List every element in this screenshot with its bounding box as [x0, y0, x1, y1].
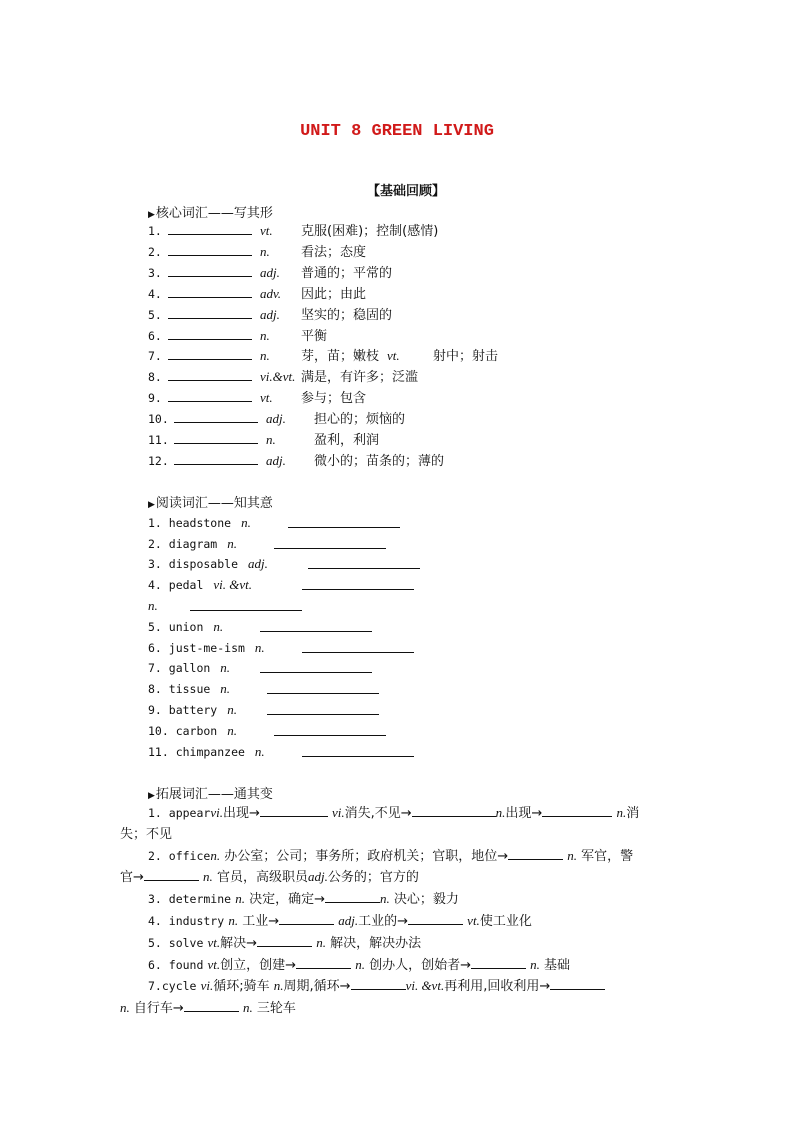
exp-line-7: 7.cycle vi.循环;骑车 n.周期,循环→ vi. &vt.再利用,回收利用→	[120, 976, 676, 998]
answer-blank[interactable]	[260, 804, 328, 817]
answer-blank[interactable]	[168, 389, 252, 402]
exp-line-4: 4. industry n. 工业→ adj.工业的→ vt.使工业化	[148, 912, 532, 929]
answer-blank[interactable]	[168, 222, 252, 235]
word-label: 4. pedal	[148, 578, 204, 592]
item-number: 9.	[148, 391, 162, 405]
answer-blank[interactable]	[308, 556, 420, 569]
item-number: 12.	[148, 454, 169, 468]
expansion-vocab-block	[120, 803, 676, 1020]
answer-blank[interactable]	[168, 243, 252, 256]
answer-blank[interactable]	[542, 804, 612, 817]
core-vocab-item	[148, 306, 392, 325]
answer-blank[interactable]	[267, 702, 379, 715]
core-vocab-item	[148, 431, 379, 450]
reading-vocab-item	[148, 597, 158, 615]
item-number: 5.	[148, 308, 162, 322]
answer-blank[interactable]	[302, 577, 414, 590]
section-subtitle: 【基础回顾】	[367, 184, 446, 199]
part-of-speech: adj.	[266, 453, 286, 468]
section2-heading: ▶阅读词汇——知其意	[148, 496, 273, 511]
section1-heading: ▶核心词汇——写其形	[148, 206, 273, 221]
answer-blank[interactable]	[168, 327, 252, 340]
part-of-speech: n.	[220, 681, 231, 696]
item-number: 11.	[148, 433, 169, 447]
answer-blank[interactable]	[267, 681, 379, 694]
answer-blank[interactable]	[168, 306, 252, 319]
word-label: 5. union	[148, 620, 204, 634]
answer-blank[interactable]	[260, 660, 372, 673]
reading-vocab-item	[148, 743, 265, 761]
part-of-speech: n.	[266, 432, 276, 447]
item-number: 4.	[148, 287, 162, 301]
answer-blank[interactable]	[168, 347, 252, 360]
section3-heading: ▶拓展词汇——通其变	[148, 787, 273, 802]
part-of-speech: n.	[241, 515, 251, 530]
answer-blank[interactable]	[174, 410, 258, 423]
exp-line-2-cont: 官→ n. 官员，高级职员adj.公务的；官方的	[120, 869, 419, 886]
answer-blank[interactable]	[412, 804, 496, 817]
core-vocab-item	[148, 285, 366, 304]
word-label: 11. chimpanzee	[148, 745, 245, 759]
word-label: 3. disposable	[148, 557, 239, 571]
part-of-speech: n.	[227, 702, 237, 717]
answer-blank[interactable]	[508, 847, 563, 860]
meaning: 芽，苗；嫩枝	[301, 349, 380, 364]
item-number: 7.	[148, 349, 162, 363]
answer-blank[interactable]	[550, 977, 605, 990]
reading-vocab-item	[148, 701, 237, 719]
part-of-speech: n.	[260, 328, 270, 343]
answer-blank[interactable]	[274, 723, 386, 736]
part-of-speech: adj.	[260, 307, 280, 322]
meaning: 担心的；烦恼的	[314, 412, 406, 427]
part-of-speech: vi.&vt.	[260, 369, 296, 384]
answer-blank[interactable]	[168, 285, 252, 298]
triangle-bullet-icon: ▶	[148, 791, 155, 801]
reading-vocab-item	[148, 555, 268, 573]
triangle-bullet-icon: ▶	[148, 210, 155, 220]
meaning: 平衡	[301, 329, 328, 344]
core-vocab-item	[148, 410, 405, 429]
answer-blank[interactable]	[190, 598, 302, 611]
answer-blank[interactable]	[325, 890, 380, 903]
triangle-bullet-icon: ▶	[148, 500, 155, 510]
item-number: 3.	[148, 266, 162, 280]
core-vocab-item	[148, 222, 438, 241]
answer-blank[interactable]	[174, 452, 258, 465]
answer-blank[interactable]	[257, 934, 312, 947]
meaning: 克服(困难)；控制(感情)	[301, 224, 439, 239]
word-label: 10. carbon	[148, 724, 218, 738]
answer-blank[interactable]	[274, 536, 386, 549]
core-vocab-item	[148, 327, 327, 346]
part-of-speech: vt.	[260, 390, 273, 405]
answer-blank[interactable]	[302, 640, 414, 653]
meaning: 微小的；苗条的；薄的	[314, 454, 445, 469]
answer-blank[interactable]	[174, 431, 258, 444]
word-label: 9. battery	[148, 703, 218, 717]
part-of-speech: n.	[220, 660, 231, 675]
answer-blank[interactable]	[288, 515, 400, 528]
word-label: 1. headstone	[148, 516, 232, 530]
meaning: 因此；由此	[301, 287, 367, 302]
exp-line-7-cont: n. 自行车→ n. 三轮车	[120, 1000, 296, 1017]
answer-blank[interactable]	[168, 368, 252, 381]
part-of-speech: n.	[254, 640, 265, 655]
reading-vocab-item	[148, 639, 265, 657]
part-of-speech: n.	[227, 723, 237, 738]
exp-line-1: 1. appearvi.出现→ vi.消失,不见→ n.出现→ n.消	[148, 805, 640, 821]
word-label: 2. diagram	[148, 537, 218, 551]
core-vocab-item	[148, 243, 366, 262]
exp-line-3: 3. determine n. 决定，确定→ n. 决心；毅力	[148, 891, 459, 908]
answer-blank[interactable]	[260, 619, 372, 632]
exp-line-2: 2. officen. 办公室；公司；事务所；政府机关；官职，地位→ n. 军官，警	[148, 847, 634, 864]
part-of-speech: n.	[213, 619, 224, 634]
answer-blank[interactable]	[279, 912, 334, 925]
answer-blank[interactable]	[184, 999, 239, 1012]
meaning: 看法；态度	[301, 245, 367, 260]
meaning: 满是，有许多；泛滥	[301, 370, 419, 385]
exp-line-6: 6. found vt.创立，创建→ n. 创办人，创始者→ n. 基础	[148, 956, 571, 973]
item-number: 1.	[148, 224, 162, 238]
reading-vocab-item	[148, 680, 230, 698]
answer-blank[interactable]	[471, 956, 526, 969]
word-label: 8. tissue	[148, 682, 211, 696]
answer-blank[interactable]	[168, 264, 252, 277]
reading-vocab-item	[148, 535, 237, 553]
exp-line-5: 5. solve vt.解决→ n. 解决，解决办法	[148, 934, 422, 951]
part-of-speech: adj.	[260, 265, 280, 280]
item-number: 10.	[148, 412, 169, 426]
answer-blank[interactable]	[302, 744, 414, 757]
answer-blank[interactable]	[408, 912, 463, 925]
word-label: 6. just-me-ism	[148, 641, 245, 655]
answer-blank[interactable]	[144, 868, 199, 881]
exp-line-1-cont: 失；不见	[120, 826, 173, 842]
part-of-speech: vt.	[260, 223, 273, 238]
part-of-speech: adj.	[266, 411, 286, 426]
reading-vocab-item	[148, 659, 230, 677]
core-vocab-item	[148, 452, 444, 471]
meaning: 普通的；平常的	[301, 266, 393, 281]
core-vocab-item	[148, 368, 418, 387]
part-of-speech: n.	[227, 536, 237, 551]
part-of-speech: vi. &vt.	[213, 577, 253, 592]
meaning: 盈利，利润	[314, 433, 380, 448]
part-of-speech: n.	[148, 598, 158, 613]
core-vocab-item	[148, 389, 366, 408]
item-number: 8.	[148, 370, 162, 384]
reading-vocab-item	[148, 514, 251, 532]
part-of-speech: adj.	[248, 556, 268, 571]
item-number: 6.	[148, 329, 162, 343]
part-of-speech: n.	[260, 244, 270, 259]
meaning: 坚实的；稳固的	[301, 308, 393, 323]
unit-title: UNIT 8 GREEN LIVING	[300, 122, 494, 141]
part-of-speech: n.	[254, 744, 265, 759]
reading-vocab-item	[148, 576, 252, 594]
answer-blank[interactable]	[296, 956, 351, 969]
meaning: 射中；射击	[433, 349, 499, 364]
part-of-speech: n.	[260, 348, 270, 363]
answer-blank[interactable]	[351, 977, 406, 990]
core-vocab-item	[148, 347, 498, 366]
word-label: 7. gallon	[148, 661, 211, 675]
reading-vocab-item	[148, 618, 223, 636]
reading-vocab-item	[148, 722, 237, 740]
part-of-speech: adv.	[260, 286, 282, 301]
core-vocab-item	[148, 264, 392, 283]
item-number: 2.	[148, 245, 162, 259]
meaning: 参与；包含	[301, 391, 367, 406]
part-of-speech: vt.	[387, 348, 400, 363]
